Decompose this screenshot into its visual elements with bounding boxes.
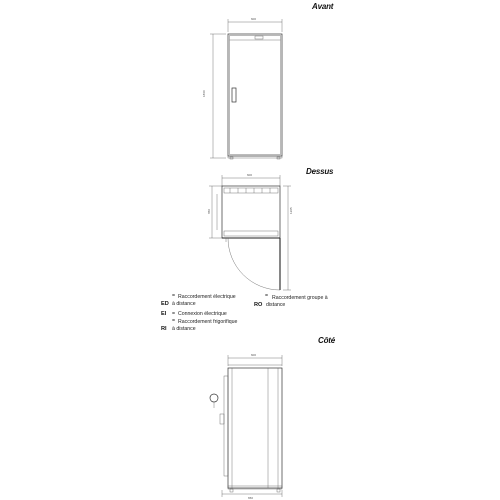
side-handle <box>220 414 224 424</box>
side-view <box>210 336 336 500</box>
cabinet-top <box>222 186 280 238</box>
legend-ro-line1: Raccordement groupe à <box>272 295 328 301</box>
top-width-label: 600 <box>247 173 253 177</box>
svg-text:=: = <box>172 311 176 317</box>
front-height-dimension <box>202 34 226 158</box>
front-view-title: Avant <box>312 2 334 11</box>
side-depth-dimension <box>228 353 282 366</box>
front-view <box>202 2 334 159</box>
legend-item-ri <box>161 318 238 332</box>
control-panel <box>255 36 263 39</box>
legend-item-ed <box>161 293 236 307</box>
front-width-label: 600 <box>251 17 257 21</box>
front-height-label: 1860 <box>202 90 206 97</box>
side-view-title: Côté <box>318 336 335 345</box>
side-width-label: 650 <box>248 496 254 500</box>
door-swing <box>226 238 280 290</box>
top-width-dimension <box>222 173 280 186</box>
top-depth-side-label: 1205 <box>289 207 293 214</box>
side-width-dimension <box>222 490 282 500</box>
side-depth-label: 600 <box>251 353 257 357</box>
legend-ed-line2: à distance <box>172 301 196 307</box>
connection-marker-circle <box>210 394 218 402</box>
top-depth-side-dimension <box>283 186 293 290</box>
legend-ro-line2: distance <box>266 302 286 308</box>
legend-ri-line1: Raccordement frigorifique <box>178 319 238 325</box>
top-view-title: Dessus <box>306 167 334 176</box>
svg-text:=: = <box>265 293 269 299</box>
door-swing-arc <box>228 238 280 290</box>
door-thickness <box>224 376 228 476</box>
legend-ed-code: ED <box>161 301 169 307</box>
legend-ri-line2: à distance <box>172 326 196 332</box>
svg-text:=: = <box>172 293 176 299</box>
legend <box>161 293 328 332</box>
top-depth-dimension <box>207 186 222 238</box>
legend-ei-code: EI <box>161 311 167 317</box>
side-foot-front <box>230 489 233 492</box>
top-depth-label: 650 <box>207 208 211 214</box>
side-foot-back <box>277 489 280 492</box>
cabinet-side <box>220 368 282 492</box>
legend-ei-line1: Connexion électrique <box>178 311 227 317</box>
legend-ri-code: RI <box>161 326 167 332</box>
legend-ro-code: RO <box>254 302 263 308</box>
svg-text:=: = <box>172 318 176 324</box>
connection-marker <box>210 394 218 408</box>
top-view <box>207 167 334 290</box>
side-base <box>228 486 282 489</box>
door-handle <box>232 88 236 102</box>
legend-item-ro <box>254 293 328 308</box>
front-width-dimension <box>228 17 282 32</box>
cabinet-front <box>228 34 282 159</box>
legend-ed-line1: Raccordement électrique <box>178 294 236 300</box>
legend-item-ei <box>161 311 227 317</box>
